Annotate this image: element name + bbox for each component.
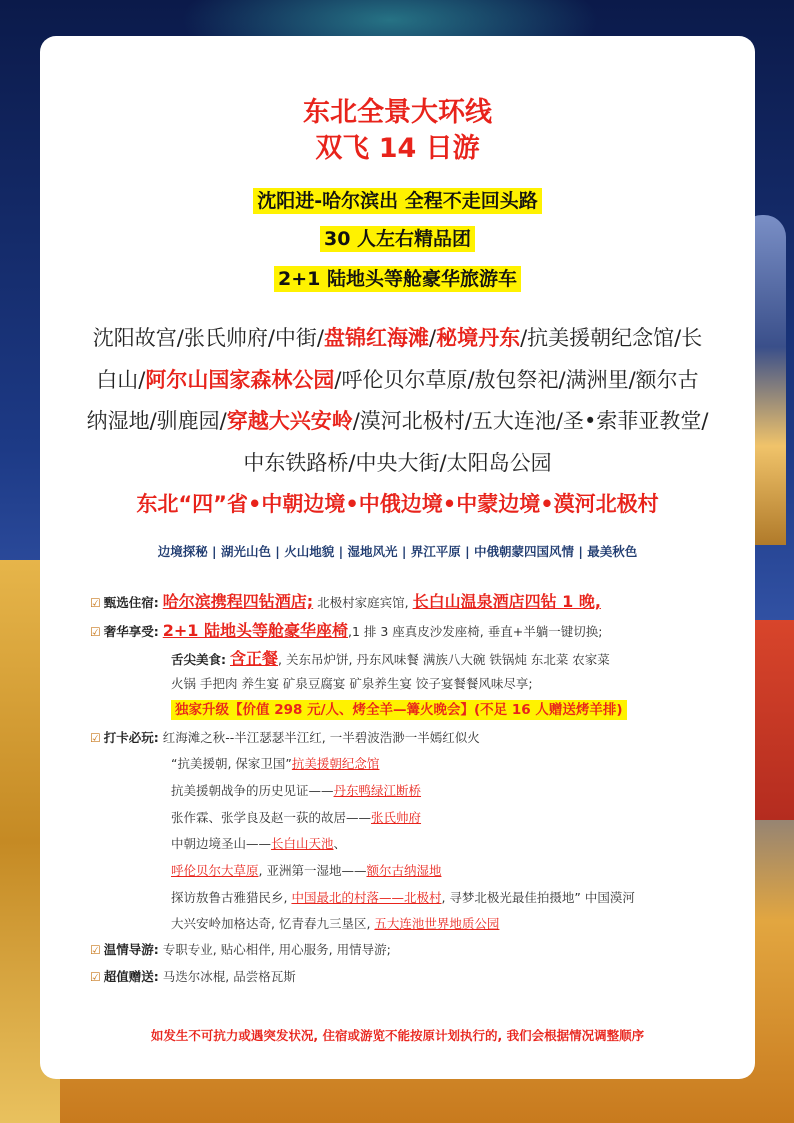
checkin-line-4 (171, 808, 421, 826)
luxury-row (90, 618, 602, 641)
checkin-desc: , 亚洲第一湿地—— (258, 863, 367, 878)
checkin-link[interactable]: 长白山天池 (271, 836, 334, 851)
checkin-link[interactable]: 中国最北的村落——北极村 (291, 890, 442, 905)
hotel-text: 北极村家庭宾馆, (317, 595, 409, 610)
highlight-group (40, 224, 755, 251)
checkin-desc: , 寻梦北极光最佳拍摄地” 中国漠河 (441, 890, 635, 905)
highlight-bus-text: 2+1 陆地头等舱豪华旅游车 (274, 266, 521, 292)
sites-line-3 (70, 401, 725, 443)
site-text: /漠河北极村/五大连池/圣•索菲亚教堂/ (352, 409, 709, 433)
sites-line-2 (70, 360, 725, 402)
guide-row (90, 940, 391, 958)
title-line-2: 双飞 14 日游 (315, 133, 480, 164)
highlight-route-text: 沈阳进-哈尔滨出 全程不走回头路 (253, 188, 542, 214)
sites-line-4: 中东铁路桥/中央大街/太阳岛公园 (243, 450, 552, 475)
luxury-label: 奢华享受: (103, 624, 159, 639)
site-text: 纳湿地/驯鹿园/ (86, 409, 227, 433)
checkin-line-6 (171, 861, 441, 879)
food-label: 舌尖美食: (171, 652, 226, 667)
site-text: /抗美援朝纪念馆/长 (520, 326, 703, 350)
checkin-line-8 (171, 914, 499, 932)
title-line-1: 东北全景大环线 (303, 97, 492, 128)
site-highlight: 秘境丹东 (436, 326, 521, 350)
checkin-desc: “抗美援朝, 保家卫国” (171, 756, 292, 771)
checkin-link[interactable]: 丹东鸭绿江断桥 (333, 783, 422, 798)
site-highlight: 盘锦红海滩 (324, 326, 429, 350)
checkin-text: 红海滩之秋--半江瑟瑟半江红, 一半碧波浩渺一半嫣红似火 (162, 730, 480, 745)
food-text: , 关东吊炉饼, 丹东风味餐 满族八大碗 铁锅炖 东北菜 农家菜 (278, 652, 610, 667)
checkin-row (90, 728, 480, 746)
check-box-icon: ☑ (90, 943, 101, 957)
itinerary-card (40, 36, 755, 1079)
feature-tags: 边境探秘 | 湖光山色 | 火山地貌 | 湿地风光 | 界江平原 | 中俄朝蒙四国风情 | 最美秋色 (157, 544, 638, 559)
highlight-bus (40, 264, 755, 291)
gift-text: 马迭尔冰棍, 品尝格瓦斯 (162, 969, 296, 984)
checkin-label: 打卡必玩: (103, 730, 159, 745)
site-text: /呼伦贝尔草原/敖包祭祀/满洲里/额尔古 (334, 367, 699, 392)
check-box-icon: ☑ (90, 625, 101, 639)
upgrade-row (171, 698, 627, 718)
footer-notice: 如发生不可抗力或遇突发状况, 住宿或游览不能按原计划执行的, 我们会根据情况调整顺序 (150, 1028, 645, 1043)
highlight-route (40, 186, 755, 213)
checkin-desc: 张作霖、张学良及赵一荻的故居—— (171, 810, 372, 825)
guide-text: 专职专业, 贴心相伴, 用心服务, 用情导游; (162, 942, 391, 957)
check-box-icon: ☑ (90, 970, 101, 984)
food-row-2: 火锅 手把肉 养生宴 矿泉豆腐宴 矿泉养生宴 饺子宴餐餐风味尽享; (171, 676, 533, 691)
food-row (171, 646, 610, 669)
site-text: / (429, 326, 437, 350)
checkin-line-2 (171, 754, 379, 772)
sites-line-1 (70, 318, 725, 360)
gift-label: 超值赠送: (103, 969, 159, 984)
checkin-link[interactable]: 额尔古纳湿地 (366, 863, 442, 878)
checkin-link[interactable]: 五大连池世界地质公园 (374, 916, 500, 931)
site-highlight: 穿越大兴安岭 (226, 409, 353, 433)
check-box-icon: ☑ (90, 596, 101, 610)
upgrade-banner: 独家升级【价值 298 元/人、烤全羊—篝火晚会】(不足 16 人赠送烤羊排) (171, 700, 627, 720)
checkin-desc: 中朝边境圣山—— (171, 836, 272, 851)
checkin-link[interactable]: 抗美援朝纪念馆 (291, 756, 380, 771)
hotel-highlight-2: 长白山温泉酒店四钻 1 晚, (412, 592, 601, 611)
borders-line: 东北“四”省•中朝边境•中俄边境•中蒙边境•漠河北极村 (136, 492, 659, 516)
luxury-highlight: 2+1 陆地头等舱豪华座椅 (162, 621, 348, 640)
luxury-text: ,1 排 3 座真皮沙发座椅, 垂直+半躺一键切换; (348, 624, 603, 639)
sites-paragraph (70, 318, 725, 484)
checkin-desc: 探访敖鲁古雅猎民乡, (171, 890, 292, 905)
site-text: 白山/ (96, 367, 146, 392)
highlight-group-text: 30 人左右精品团 (320, 226, 475, 252)
gift-row (90, 967, 296, 985)
checkin-link[interactable]: 张氏帅府 (371, 810, 422, 825)
hotel-highlight-1: 哈尔滨携程四钻酒店; (162, 592, 314, 611)
checkin-desc: 、 (333, 836, 347, 851)
food-highlight: 含正餐 (229, 649, 278, 668)
checkin-desc: 抗美援朝战争的历史见证—— (171, 783, 334, 798)
checkin-link[interactable]: 呼伦贝尔大草原 (171, 863, 259, 878)
checkin-desc: 大兴安岭加格达奇, 忆青春九三垦区, (171, 916, 375, 931)
site-highlight: 阿尔山国家森林公园 (145, 367, 335, 392)
site-text: 沈阳故宫/张氏帅府/中街/ (92, 326, 324, 350)
guide-label: 温情导游: (103, 942, 159, 957)
hotel-row (90, 589, 601, 612)
check-box-icon: ☑ (90, 731, 101, 745)
checkin-line-7 (171, 888, 635, 906)
checkin-line-3 (171, 781, 421, 799)
checkin-line-5 (171, 834, 346, 852)
hotel-label: 甄选住宿: (103, 595, 159, 610)
